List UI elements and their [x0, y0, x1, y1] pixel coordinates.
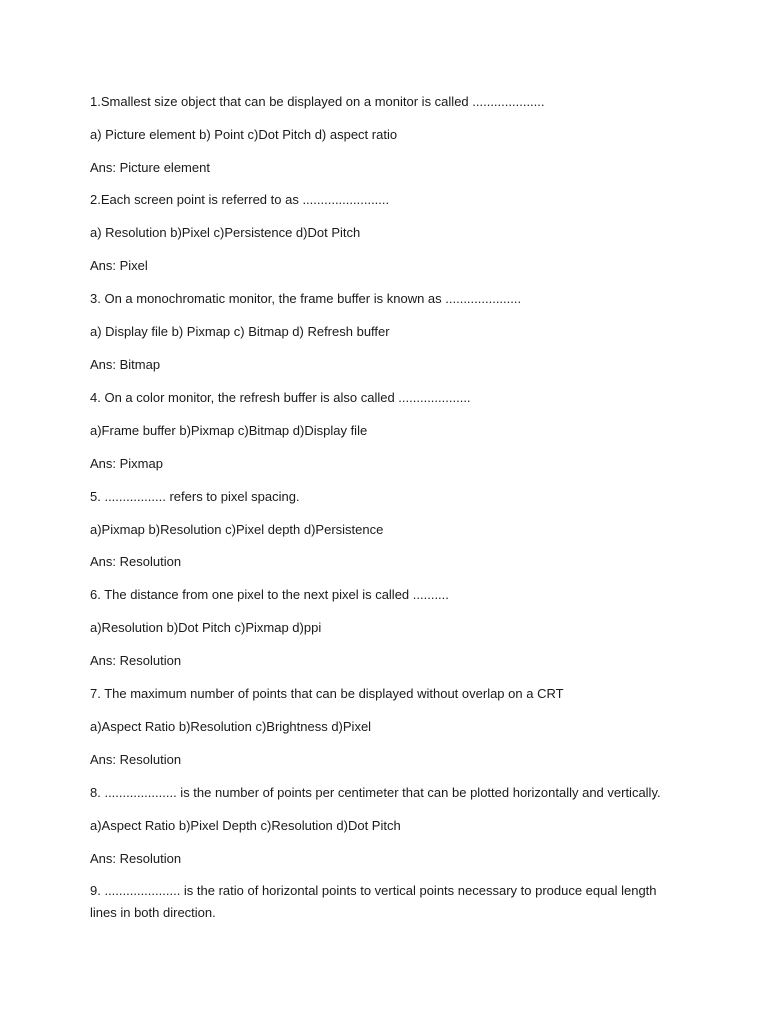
question-5-answer: Ans: Resolution — [90, 554, 182, 569]
question-7-answer: Ans: Resolution — [90, 752, 182, 767]
question-5-options: a)Pixmap b)Resolution c)Pixel depth d)Persistence — [90, 522, 384, 537]
question-7-text: 7. The maximum number of points that can be displayed without overlap on a CRT — [90, 686, 564, 701]
question-2-answer: Ans: Pixel — [90, 258, 148, 273]
question-8-options: a)Aspect Ratio b)Pixel Depth c)Resolution d)Dot Pitch — [90, 818, 401, 833]
question-3-options: a) Display file b) Pixmap c) Bitmap d) Refresh buffer — [90, 324, 390, 339]
question-1-answer: Ans: Picture element — [90, 160, 210, 175]
question-4-options: a)Frame buffer b)Pixmap c)Bitmap d)Display file — [90, 423, 368, 438]
question-3-text: 3. On a monochromatic monitor, the frame buffer is known as ..................... — [90, 291, 522, 306]
question-9-text: 9. ..................... is the ratio of horizontal points to vertical points necessary to produce equal length lines in both direction. — [90, 883, 657, 920]
question-8-text: 8. .................... is the number of points per centimeter that can be plotted horizontally and vertically. — [90, 785, 661, 800]
question-5-text: 5. ................. refers to pixel spacing. — [90, 489, 300, 504]
question-4-text: 4. On a color monitor, the refresh buffer is also called .................... — [90, 390, 471, 405]
question-2-text: 2.Each screen point is referred to as ........................ — [90, 192, 390, 207]
question-4-answer: Ans: Pixmap — [90, 456, 163, 471]
question-1-options: a) Picture element b) Point c)Dot Pitch d) aspect ratio — [90, 127, 398, 142]
question-6-answer: Ans: Resolution — [90, 653, 182, 668]
question-2-options: a) Resolution b)Pixel c)Persistence d)Dot Pitch — [90, 225, 361, 240]
question-1-text: 1.Smallest size object that can be displayed on a monitor is called .................... — [90, 94, 545, 109]
question-6-text: 6. The distance from one pixel to the next pixel is called .......... — [90, 587, 449, 602]
question-3-answer: Ans: Bitmap — [90, 357, 161, 372]
question-7-options: a)Aspect Ratio b)Resolution c)Brightness d)Pixel — [90, 719, 372, 734]
question-8-answer: Ans: Resolution — [90, 851, 182, 866]
question-6-options: a)Resolution b)Dot Pitch c)Pixmap d)ppi — [90, 620, 322, 635]
